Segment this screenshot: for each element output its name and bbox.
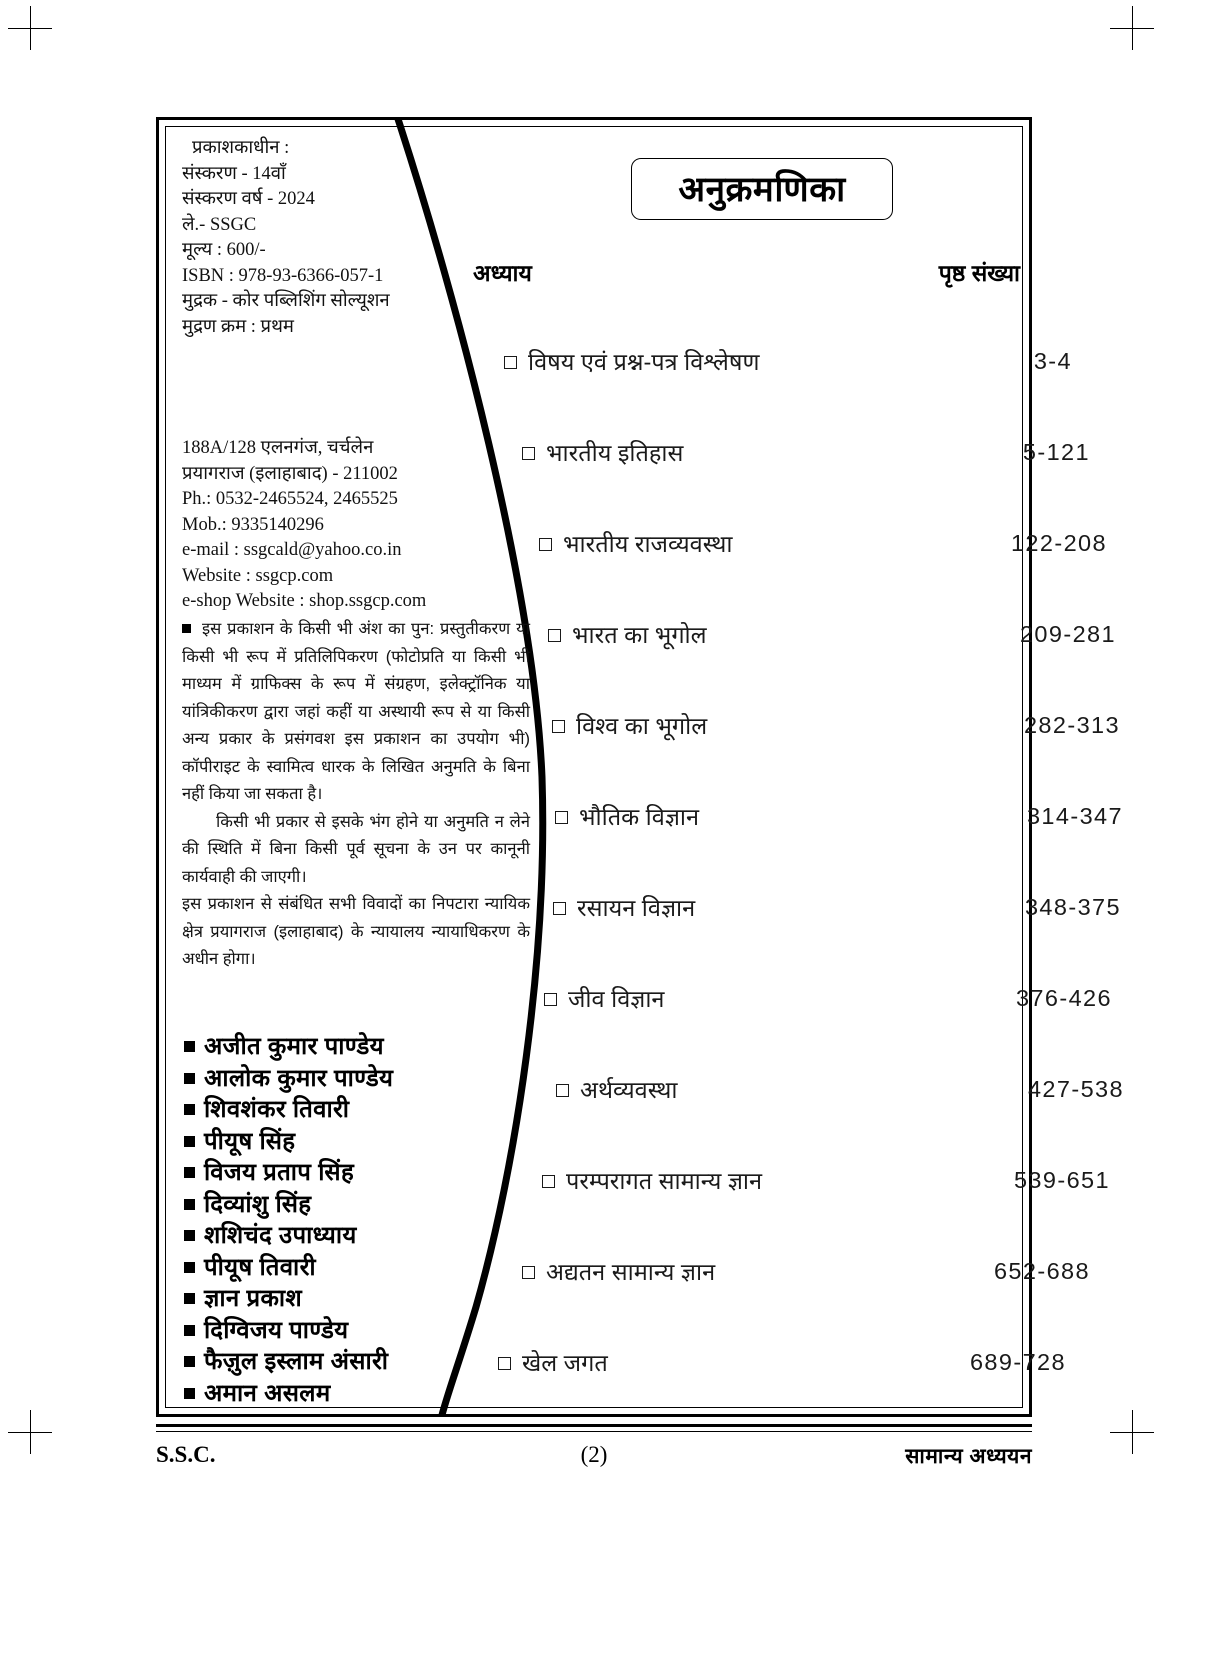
toc-row[interactable]	[460, 526, 1107, 560]
square-bullet-icon	[184, 1388, 195, 1399]
author-name: ज्ञान प्रकाश	[204, 1285, 303, 1312]
toc-row[interactable]	[460, 344, 1072, 378]
author-item	[184, 1063, 504, 1095]
toc-label-text: जीव विज्ञान	[568, 986, 665, 1012]
address-website: Website : ssgcp.com	[182, 565, 334, 586]
copyright-text-1: इस प्रकाशन के किसी भी अंश का पुन: प्रस्तुतीकरण या किसी भी रूप में प्रतिलिपिकरण (फोटोप्रति या किसी भी माध्यम में ग्राफिक्स के रूप में संग्रहण, इलेक्ट्रॉनिक या यांत्रिकीकरण द्वारा जहां कहीं या अस्थायी रूप से या किसी अन्य प्रकार के प्रसंगवश इस प्रकाशन का उपयोग भी) कॉपीराइट के स्वामित्व धारक के लिखित अनुमति के बिना नहीं किया जा सकता है।	[182, 620, 530, 803]
footer-rule-thick	[156, 1424, 1032, 1427]
checkbox-square-icon	[522, 1266, 535, 1279]
toc-entry-pages: 376-426	[1015, 984, 1112, 1011]
footer-rule-thin	[156, 1431, 1032, 1432]
toc-label-text: भौतिक विज्ञान	[579, 804, 700, 830]
imprint-line: मूल्य : 600/-	[182, 240, 266, 260]
toc-label-text: अर्थव्यवस्था	[580, 1077, 678, 1103]
toc-label-text: भारतीय राजव्यवस्था	[563, 531, 733, 557]
author-name: दिव्यांशु सिंह	[204, 1190, 312, 1218]
address-email: e-mail : ssgcald@yahoo.co.in	[182, 540, 402, 560]
toc-row[interactable]	[460, 708, 1120, 742]
address-eshop-website: e-shop Website : shop.ssgcp.com	[182, 591, 427, 611]
checkbox-square-icon	[548, 629, 561, 642]
imprint-line-print-order: मुद्रण क्रम : प्रथम	[182, 316, 294, 337]
author-item	[184, 1315, 504, 1347]
author-item	[184, 1094, 504, 1126]
toc-title: अनुक्रमणिका	[678, 169, 846, 209]
toc-label-text: अद्यतन सामान्य ज्ञान	[546, 1259, 716, 1285]
author-item	[184, 1252, 504, 1284]
copyright-paragraph-2: किसी भी प्रकार से इसके भंग होने या अनुमति न लेने की स्थिति में बिना किसी पूर्व सूचना के उन पर कानूनी कार्यवाही की जाएगी।	[182, 812, 530, 886]
square-bullet-icon	[184, 1356, 195, 1367]
checkbox-square-icon	[539, 538, 552, 551]
author-name: अमान असलम	[204, 1379, 331, 1407]
square-bullet-icon	[184, 1230, 195, 1241]
author-item	[184, 1157, 504, 1189]
toc-entry-pages: 3-4	[1033, 347, 1072, 374]
author-name: विजय प्रताप सिंह	[204, 1159, 354, 1186]
author-item	[184, 1220, 504, 1252]
toc-entry-pages: 5-121	[1022, 438, 1090, 465]
toc-entry-label	[555, 800, 699, 832]
toc-entry-pages: 314-347	[1026, 802, 1123, 829]
square-bullet-icon	[184, 1136, 195, 1147]
toc-entry-label	[544, 982, 664, 1014]
toc-entry-pages: 427-538	[1027, 1075, 1124, 1102]
authors-list	[184, 1031, 504, 1409]
author-item	[184, 1283, 504, 1315]
footer-page-number: (2)	[580, 1442, 608, 1467]
checkbox-square-icon	[542, 1175, 555, 1188]
toc-row[interactable]	[460, 1163, 1110, 1197]
toc-entry-pages: 282-313	[1023, 711, 1120, 738]
toc-title-box	[631, 158, 893, 220]
imprint-line: ले.- SSGC	[182, 214, 257, 235]
toc-entry-label	[498, 1346, 608, 1378]
toc-entry-label	[522, 1255, 715, 1287]
toc-label-text: परम्परागत सामान्य ज्ञान	[566, 1168, 763, 1194]
author-item	[184, 1031, 504, 1063]
square-bullet-icon	[184, 1073, 195, 1084]
toc-column-header-chapter: अध्याय	[473, 260, 532, 286]
author-item	[184, 1346, 504, 1378]
toc-row[interactable]	[460, 799, 1123, 833]
toc-entry-label	[548, 618, 707, 650]
toc-entry-pages: 652-688	[993, 1257, 1090, 1284]
toc-entry-pages: 689-728	[969, 1348, 1066, 1375]
toc-column-header-page: पृष्ठ संख्या	[938, 260, 1020, 286]
footer-subject-name: सामान्य अध्ययन	[905, 1445, 1032, 1468]
imprint-line: संस्करण वर्ष - 2024	[182, 189, 315, 209]
checkbox-square-icon	[556, 1084, 569, 1097]
author-item	[184, 1189, 504, 1221]
toc-label-text: विषय एवं प्रश्न-पत्र विश्लेषण	[528, 349, 760, 375]
toc-label-text: विश्व का भूगोल	[576, 713, 708, 739]
toc-entry-pages: 122-208	[1010, 529, 1107, 556]
toc-label-text: भारत का भूगोल	[572, 622, 707, 648]
address-mobile: Mob.: 9335140296	[182, 514, 324, 535]
address-phone: Ph.: 0532-2465524, 2465525	[182, 489, 398, 509]
checkbox-square-icon	[553, 902, 566, 915]
checkbox-square-icon	[544, 993, 557, 1006]
toc-entry-label	[552, 709, 707, 741]
toc-row[interactable]	[460, 1072, 1124, 1106]
checkbox-square-icon	[522, 447, 535, 460]
author-item	[184, 1126, 504, 1158]
toc-entry-pages: 539-651	[1013, 1166, 1110, 1193]
author-name: आलोक कुमार पाण्डेय	[204, 1064, 394, 1092]
author-name: शिवशंकर तिवारी	[204, 1096, 350, 1123]
toc-entries	[460, 330, 1124, 1400]
copyright-paragraph-3: इस प्रकाशन से संबंधित सभी विवादों का निपटारा न्यायिक क्षेत्र प्रयागराज (इलाहाबाद) के न्यायालय न्यायाधिकरण के अधीन होगा।	[182, 895, 530, 968]
toc-entry-pages: 209-281	[1019, 620, 1116, 647]
author-name: पीयूष सिंह	[204, 1127, 296, 1155]
toc-entry-label	[539, 527, 733, 559]
toc-entry-label	[553, 891, 695, 923]
imprint-line-printer: मुद्रक - कोर पब्लिशिंग सोल्यूशन	[182, 291, 390, 311]
toc-entry-pages: 348-375	[1024, 893, 1121, 920]
toc-row[interactable]	[460, 1254, 1090, 1288]
toc-row[interactable]	[460, 1345, 1066, 1379]
checkbox-square-icon	[498, 1357, 511, 1370]
author-name: दिग्विजय पाण्डेय	[204, 1316, 349, 1344]
toc-row[interactable]	[460, 617, 1116, 651]
toc-label-text: रसायन विज्ञान	[577, 895, 696, 921]
footer-exam-name: S.S.C.	[156, 1442, 216, 1467]
author-item	[184, 1378, 504, 1410]
toc-label-text: खेल जगत	[522, 1350, 608, 1376]
publisher-address-block	[182, 436, 492, 615]
square-bullet-icon	[184, 1199, 195, 1210]
toc-entry-label	[522, 436, 683, 468]
square-bullet-icon	[182, 624, 191, 633]
square-bullet-icon	[184, 1167, 195, 1178]
toc-row[interactable]	[460, 435, 1090, 469]
toc-entry-label	[504, 345, 760, 377]
checkbox-square-icon	[555, 811, 568, 824]
address-line: प्रयागराज (इलाहाबाद) - 211002	[182, 463, 398, 484]
author-name: पीयूष तिवारी	[204, 1253, 316, 1281]
checkbox-square-icon	[552, 720, 565, 733]
checkbox-square-icon	[504, 356, 517, 369]
toc-row[interactable]	[460, 981, 1112, 1015]
square-bullet-icon	[184, 1325, 195, 1336]
address-line: 188A/128 एलनगंज, चर्चलेन	[182, 438, 374, 458]
square-bullet-icon	[184, 1262, 195, 1273]
imprint-block	[182, 136, 502, 340]
imprint-line: प्रकाशकाधीन :	[192, 138, 290, 158]
page-footer	[156, 1442, 1032, 1482]
toc-entry-label	[556, 1073, 677, 1105]
imprint-line-isbn: ISBN : 978-93-6366-057-1	[182, 265, 384, 286]
toc-row[interactable]	[460, 890, 1121, 924]
toc-entry-label	[542, 1164, 762, 1196]
imprint-line: संस्करण - 14वाँ	[182, 163, 286, 184]
square-bullet-icon	[184, 1104, 195, 1115]
square-bullet-icon	[184, 1041, 195, 1052]
author-name: अजीत कुमार पाण्डेय	[204, 1033, 384, 1060]
author-name: शशिचंद उपाध्याय	[204, 1222, 357, 1249]
author-name: फैज़ुल इस्लाम अंसारी	[204, 1348, 389, 1375]
square-bullet-icon	[184, 1293, 195, 1304]
toc-label-text: भारतीय इतिहास	[546, 440, 684, 466]
